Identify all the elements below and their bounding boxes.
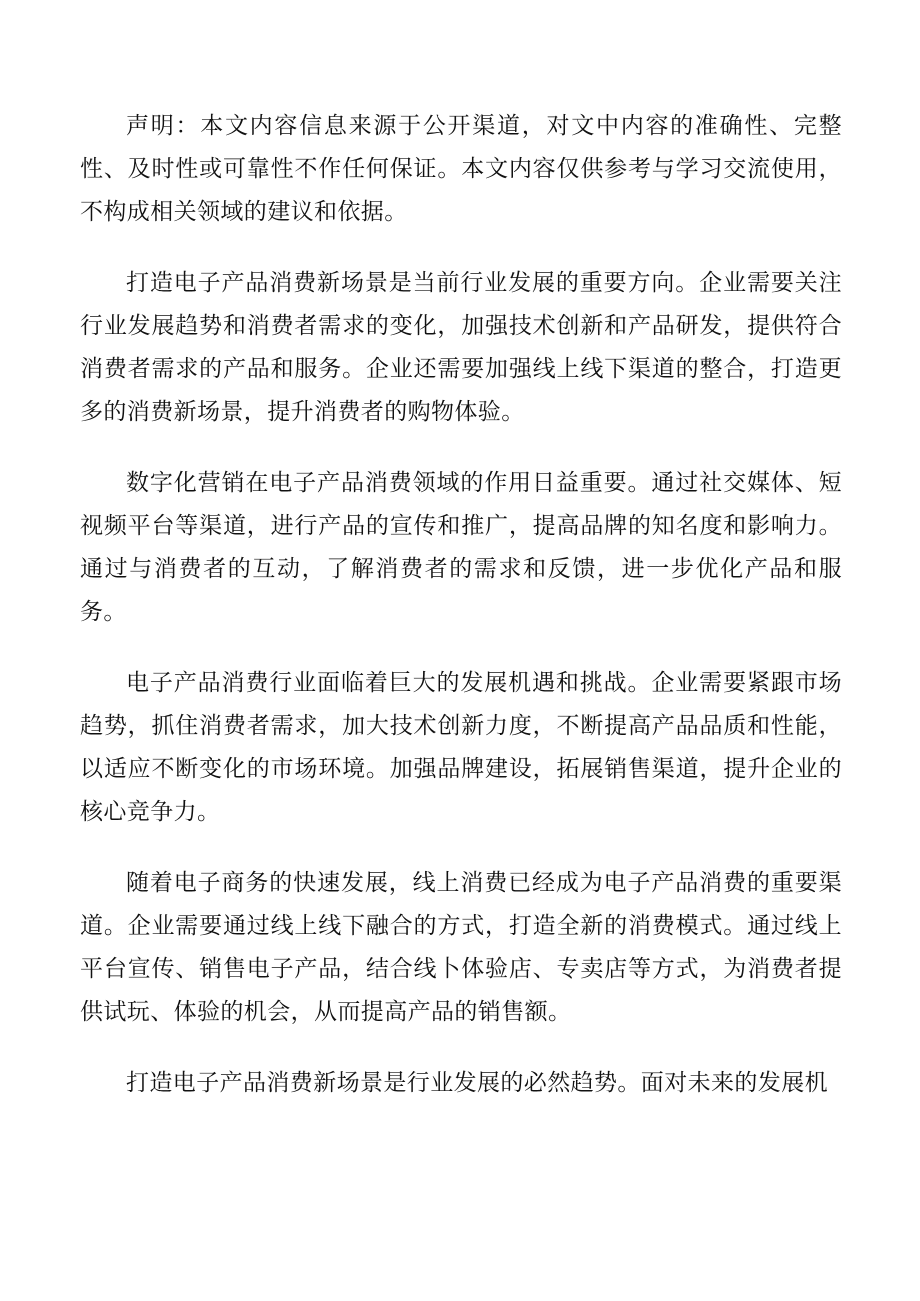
disclaimer-paragraph: 声明：本文内容信息来源于公开渠道，对文中内容的准确性、完整性、及时性或可靠性不作任何保证。本文内容仅供参考与学习交流使用，不构成相关领域的建议和依据。: [80, 113, 842, 225]
body-paragraph: 打造电子产品消费新场景是行业发展的必然趋势。面对未来的发展机: [126, 1070, 828, 1096]
body-paragraph: 随着电子商务的快速发展，线上消费已经成为电子产品消费的重要渠道。企业需要通过线上线下融合的方式，打造全新的消费模式。通过线上平台宣传、销售电子产品，结合线卜体验店、专卖店等方式，为消费者提供试玩、体验的机会，从而提高产品的销售额。: [80, 870, 842, 1025]
body-paragraph: 电子产品消费行业面临着巨大的发展机遇和挑战。企业需要紧跟市场趋势，抓住消费者需求，加大技术创新力度，不断提高产品品质和性能，以适应不断变化的市场环境。加强品牌建设，拓展销售渠道，提升企业的核心竞争力。: [80, 670, 842, 825]
body-paragraph: 打造电子产品消费新场景是当前行业发展的重要方向。企业需要关注行业发展趋势和消费者需求的变化，加强技术创新和产品研发，提供符合消费者需求的产品和服务。企业还需要加强线上线下渠道的整合，打造更多的消费新场景，提升消费者的购物体验。: [80, 270, 842, 425]
body-paragraph: 数字化营销在电子产品消费领域的作用日益重要。通过社交媒体、短视频平台等渠道，进行产品的宣传和推广，提高品牌的知名度和影响力。通过与消费者的互动，了解消费者的需求和反馈，进一步优化产品和服务。: [80, 470, 842, 625]
document-body: [80, 105, 842, 1133]
